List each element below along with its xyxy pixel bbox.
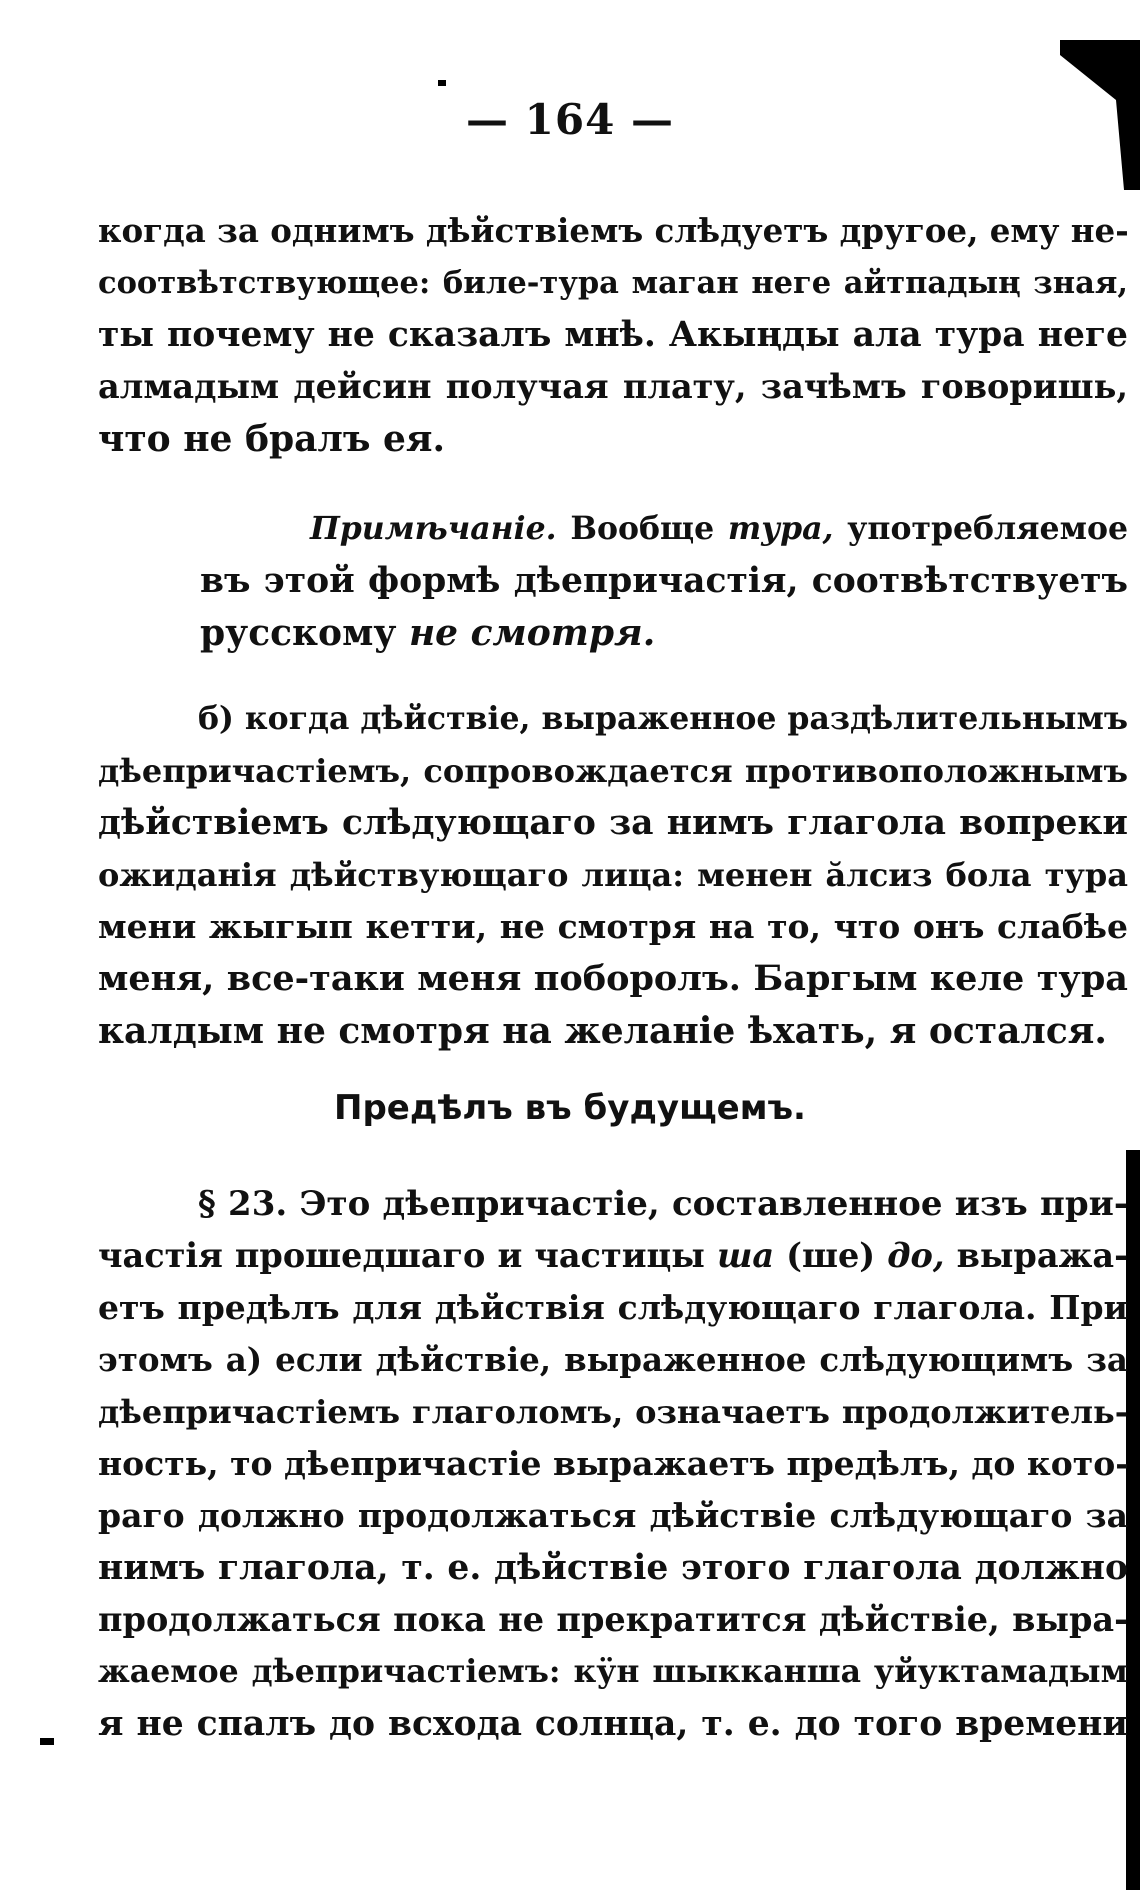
section-heading: Предѣлъ въ будущемъ.: [334, 1088, 806, 1128]
text-line: ожиданія дѣйствующаго лица: менен ӑлсиз бола тура: [98, 856, 1128, 894]
text-span: Вообще: [570, 510, 715, 547]
text-line: раго должно продолжаться дѣйствіе слѣдующаго за: [98, 1496, 1128, 1535]
emphasized-word: тура,: [727, 510, 834, 547]
text-line: алмадым дейсин получая плату, зачѣмъ говоришь,: [98, 367, 1128, 406]
text-span: выража-: [956, 1236, 1129, 1275]
text-line: въ этой формѣ дѣепричастія, соотвѣтствуетъ: [200, 561, 1128, 601]
scan-speck: [40, 1738, 54, 1745]
text-line: этомъ а) если дѣйствіе, выраженное слѣдующимъ за: [98, 1340, 1128, 1379]
text-span: частія прошедшаго и частицы: [98, 1236, 705, 1275]
emphasized-word: не смотря.: [408, 612, 656, 654]
text-line: [200, 503, 1128, 555]
text-line: жаемое дѣепричастіемъ: кӱн шыкканша уйуктамадым: [98, 1653, 1128, 1690]
text-line: продолжаться пока не прекратится дѣйствіе, выра-: [98, 1600, 1128, 1639]
paragraph-3: [98, 1178, 1128, 1750]
paragraph-1: [98, 205, 1128, 465]
text-line: калдым не смотря на желаніе ѣхать, я остался.: [98, 1010, 1107, 1052]
text-line: соотвѣтствующее: биле-тура маган неге айтпадың зная,: [98, 265, 1128, 301]
text-line: меня, все-таки меня поборолъ. Баргым келе тура: [98, 958, 1128, 999]
text-line: етъ предѣлъ для дѣйствія слѣдующаго глагола. При: [98, 1288, 1128, 1327]
text-line: [98, 1230, 1128, 1282]
text-line: дѣйствіемъ слѣдующаго за нимъ глагола вопреки: [98, 803, 1128, 843]
text-line: дѣепричастіемъ, сопровождается противоположнымъ: [98, 752, 1128, 790]
text-line: когда за однимъ дѣйствіемъ слѣдуетъ другое, ему не-: [98, 211, 1129, 250]
text-span: (ше): [786, 1236, 876, 1275]
text-line: [200, 607, 1128, 659]
scan-edge-shadow: [1126, 1150, 1140, 1890]
text-span: употребляемое: [847, 510, 1128, 547]
text-line: нимъ глагола, т. е. дѣйствіе этого глагола должно: [98, 1548, 1128, 1588]
text-line: что не бралъ ея.: [98, 418, 446, 460]
emphasized-word: ша: [716, 1236, 775, 1275]
text-line: дѣепричастіемъ глаголомъ, означаетъ продолжитель-: [98, 1393, 1128, 1431]
text-line: б) когда дѣйствіе, выраженное раздѣлительнымъ: [198, 700, 1128, 737]
text-span: русскому: [200, 612, 397, 654]
text-line: ность, то дѣепричастіе выражаетъ предѣлъ, до кото-: [98, 1444, 1129, 1483]
text-line: § 23. Это дѣепричастіе, составленное изъ при-: [198, 1184, 1128, 1224]
text-line: ты почему не сказалъ мнѣ. Акыңды ала тура неге: [98, 315, 1128, 355]
paragraph-2: [98, 693, 1128, 1057]
note-label: Примѣчаніе.: [310, 510, 557, 547]
text-line: мени жыгып кетти, не смотря на то, что онъ слабѣе: [98, 907, 1128, 946]
page-number: — 164 —: [466, 95, 674, 144]
text-line: я не спалъ до всхода солнца, т. е. до того времени: [98, 1704, 1128, 1744]
scan-speck: [438, 80, 446, 86]
emphasized-word: до,: [887, 1236, 945, 1275]
note-paragraph: [200, 503, 1128, 659]
